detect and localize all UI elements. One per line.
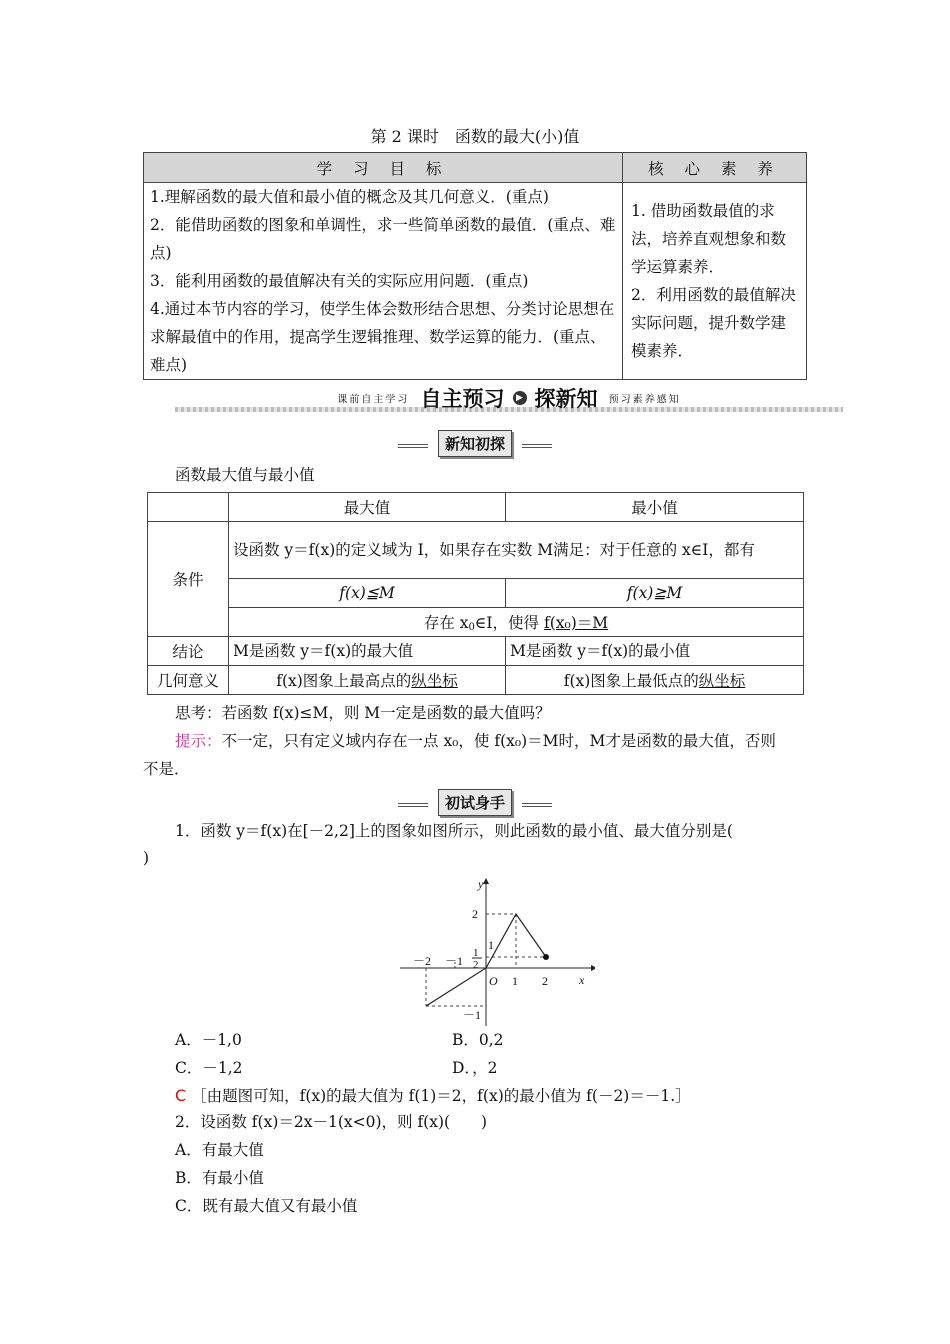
- section-tag-new-knowledge: [0, 430, 950, 457]
- y-tick-half-den: 2: [473, 959, 479, 971]
- geometry-min-prefix: f(x)图象上最低点的: [563, 672, 699, 690]
- goals-header-right: 核 心 素 养: [623, 153, 807, 183]
- banner-right-label: 预习素养感知: [608, 394, 681, 406]
- concept-title: 函数最大值与最小值: [175, 466, 315, 484]
- y-tick-1: 1: [488, 938, 494, 952]
- option-d: D．，2: [452, 1059, 498, 1077]
- hint-text-continued: 不是．: [143, 760, 190, 778]
- section-tag-label: 新知初探: [438, 430, 512, 457]
- geometry-max-underlined: 纵坐标: [411, 672, 458, 690]
- y-tick-half-num: 1: [473, 947, 479, 959]
- conclusion-min: M是函数 y＝f(x)的最小值: [506, 637, 804, 666]
- y-axis-label: y: [478, 877, 484, 891]
- maxmin-table: [147, 492, 804, 695]
- goal-item: 3．能利用函数的最值解决有关的实际应用问题．(重点): [150, 272, 529, 290]
- geometry-max: [229, 666, 506, 695]
- option-b: B．0,2: [452, 1031, 504, 1049]
- hint-label: 提示：: [175, 732, 222, 750]
- banner-left-label: 课前自主学习: [337, 394, 410, 406]
- banner-main-left: 自主预习: [420, 387, 505, 411]
- condition-max: f(x)≦M: [229, 579, 506, 608]
- page-title: 第 2 课时 函数的最大(小)值: [370, 127, 580, 146]
- origin-label: O: [489, 974, 498, 988]
- x-tick-1: 1: [512, 974, 518, 988]
- col-header-min: 最小值: [506, 493, 804, 522]
- x-tick-neg2: －2: [413, 954, 432, 968]
- option-c: C．－1,2: [175, 1059, 243, 1077]
- condition-text: 设函数 y＝f(x)的定义域为 I，如果存在实数 M满足：对于任意的 x∈I，都有: [229, 522, 804, 579]
- literacy-item: 2．利用函数的最值解决实际问题，提升数学建模素养．: [631, 286, 796, 360]
- exists-prefix: 存在 x: [423, 614, 469, 632]
- row-header-geometry: 几何意义: [148, 666, 229, 695]
- goal-item: 2．能借助函数的图象和单调性，求一些简单函数的最值．(重点、难点): [150, 216, 616, 262]
- x-tick-2: 2: [542, 974, 548, 988]
- answer-letter: C: [175, 1086, 187, 1105]
- option-a: A．－1,0: [175, 1031, 242, 1049]
- answer-explanation: ［由题图可知，f(x)的最大值为 f(1)＝2，f(x)的最小值为 f(－2)＝－1.］: [191, 1087, 691, 1105]
- geometry-min-underlined: 纵坐标: [698, 672, 746, 690]
- exists-row: [229, 608, 804, 637]
- x-axis-label: x: [579, 973, 585, 987]
- section-tag-label: 初试身手: [438, 789, 512, 816]
- col-header-max: 最大值: [229, 493, 506, 522]
- y-axis-arrow-icon: [483, 878, 489, 884]
- hint-text: 不一定，只有定义域内存在一点 x₀，使 f(x₀)＝M时，M才是函数的最大值，否则: [221, 732, 776, 750]
- goal-item: 1.理解函数的最大值和最小值的概念及其几何意义．(重点): [150, 188, 549, 206]
- table-corner: [148, 493, 229, 522]
- literacy-list: [623, 183, 807, 380]
- y-tick-neg1: －1: [463, 1008, 482, 1022]
- y-tick-2: 2: [472, 907, 478, 921]
- banner-main-right: 探新知: [534, 387, 598, 411]
- geometry-max-prefix: f(x)图象上最高点的: [276, 672, 412, 690]
- answer-1: [175, 1082, 691, 1110]
- section-banner: [175, 383, 843, 417]
- q2-option-a: A．有最大值: [175, 1141, 264, 1159]
- row-header-condition: 条件: [148, 522, 229, 637]
- question-2-stem: 2．设函数 f(x)＝2x－1(x<0)，则 f(x)( ): [175, 1113, 488, 1131]
- think-question: 思考：若函数 f(x)≤M，则 M一定是函数的最大值吗？: [175, 704, 551, 722]
- literacy-item: 1. 借助函数最值的求法，培养直观想象和数学运算素养．: [631, 202, 787, 276]
- q2-option-b: B．有最小值: [175, 1169, 264, 1187]
- conclusion-max: M是函数 y＝f(x)的最大值: [229, 637, 506, 666]
- endpoint-dot: [543, 954, 549, 960]
- exists-underlined: f(x₀)＝M: [543, 614, 609, 632]
- goals-header-left: 学 习 目 标: [144, 153, 623, 183]
- hint-paragraph: [175, 727, 776, 755]
- exists-subscript: 0: [468, 622, 475, 633]
- goals-list: [144, 183, 623, 380]
- arrow-right-icon: ▶: [513, 391, 527, 405]
- geometry-min: [506, 666, 804, 695]
- section-tag-first-try: [0, 789, 950, 816]
- goals-table: [143, 152, 807, 380]
- question-1-stem: 1．函数 y＝f(x)在[－2,2]上的图象如图所示，则此函数的最小值、最大值分别是(: [175, 822, 733, 840]
- row-header-conclusion: 结论: [148, 637, 229, 666]
- question-1-stem-end: ): [143, 849, 150, 867]
- x-axis-arrow-icon: [591, 965, 595, 971]
- goal-item: 4.通过本节内容的学习，使学生体会数形结合思想、分类讨论思想在求解最值中的作用，提高学生逻辑推理、数学运算的能力．(重点、难点): [150, 300, 615, 374]
- q2-option-c: C．既有最大值又有最小值: [175, 1197, 358, 1215]
- condition-min: f(x)≧M: [506, 579, 804, 608]
- x-tick-neg1: －1: [445, 954, 464, 968]
- function-graph: [395, 876, 595, 1026]
- exists-mid: ∈I，使得: [474, 614, 544, 632]
